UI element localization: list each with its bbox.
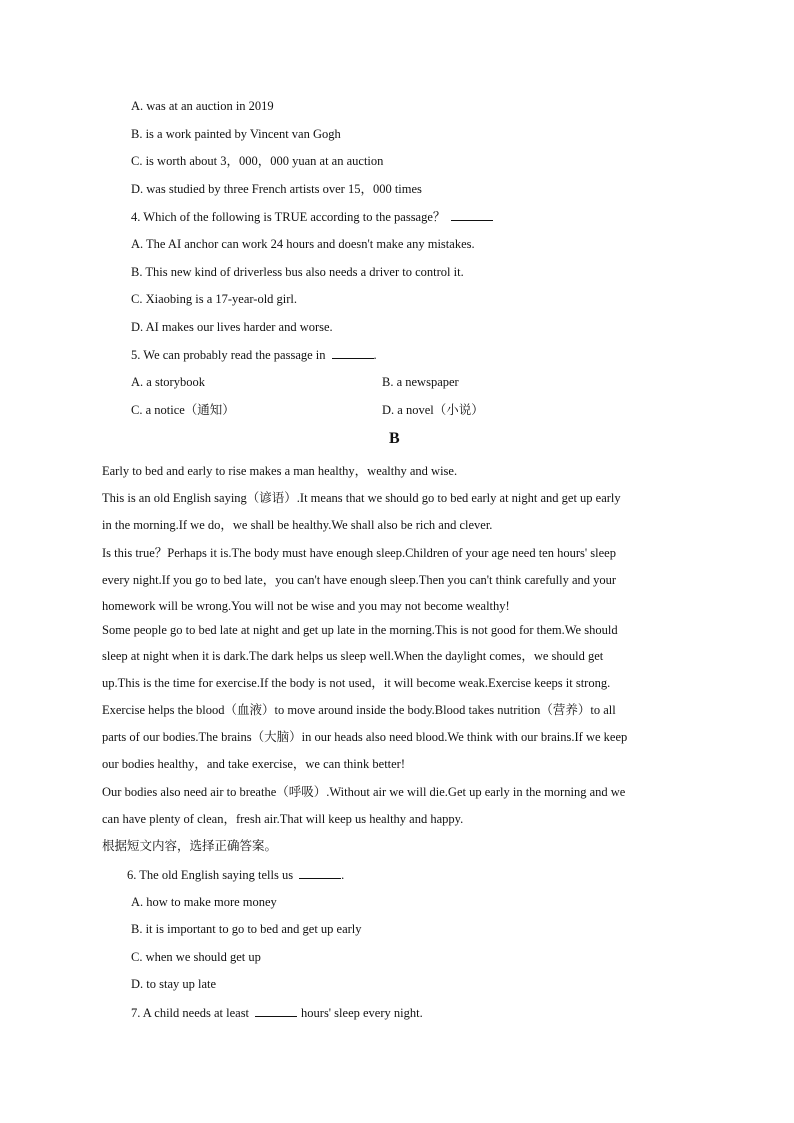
q4-option-b: B. This new kind of driverless bus also needs a driver to control it. (131, 265, 464, 279)
passage-line: our bodies healthy，and take exercise，we can think better! (102, 757, 406, 771)
q4-stem (131, 208, 493, 225)
answer-blank (332, 346, 374, 359)
passage-line: parts of our bodies.The brains（大脑）in our heads also need blood.We think with our brains.If we keep (102, 730, 628, 744)
q5-stem-end: . (373, 348, 377, 362)
answer-blank (255, 1004, 297, 1017)
q3-option-c: C. is worth about 3，000，000 yuan at an auction (131, 154, 384, 168)
q3-option-d: D. was studied by three French artists over 15，000 times (131, 182, 422, 196)
section-heading: B (389, 430, 400, 447)
q6-stem-end: . (341, 868, 345, 882)
passage-line: sleep at night when it is dark.The dark helps us sleep well.When the daylight comes，we should get (102, 649, 604, 663)
passage-line: can have plenty of clean，fresh air.That will keep us healthy and happy. (102, 812, 464, 826)
q7-stem-text: 7. A child needs at least (131, 1006, 250, 1020)
q6-stem (127, 866, 344, 883)
q5-stem (131, 346, 377, 363)
passage-line: up.This is the time for exercise.If the body is not used，it will become weak.Exercise keeps it strong. (102, 676, 611, 690)
q4-option-c: C. Xiaobing is a 17-year-old girl. (131, 292, 298, 306)
q3-option-b: B. is a work painted by Vincent van Gogh (131, 127, 341, 141)
passage-line: This is an old English saying（谚语）.It means that we should go to bed early at night and get up early (102, 491, 621, 505)
q7-stem-end: hours' sleep every night. (301, 1006, 423, 1020)
q3-option-a: A. was at an auction in 2019 (131, 99, 274, 113)
passage-line: Is this true？Perhaps it is.The body must have enough sleep.Children of your age need ten hours' sleep (102, 546, 616, 560)
q5-stem-text: 5. We can probably read the passage in (131, 348, 326, 362)
q4-option-a: A. The AI anchor can work 24 hours and doesn't make any mistakes. (131, 237, 475, 251)
passage-line: in the morning.If we do，we shall be healthy.We shall also be rich and clever. (102, 518, 493, 532)
q6-option-a: A. how to make more money (131, 895, 277, 909)
q7-stem (131, 1004, 423, 1021)
answer-blank (451, 208, 493, 221)
q5-option-a: A. a storybook (131, 375, 205, 389)
q6-option-c: C. when we should get up (131, 950, 261, 964)
q5-option-c: C. a notice（通知） (131, 403, 235, 417)
q5-option-b: B. a newspaper (382, 375, 459, 389)
passage-line: Early to bed and early to rise makes a man healthy，wealthy and wise. (102, 464, 458, 478)
passage-line: Some people go to bed late at night and get up late in the morning.This is not good for them.We should (102, 623, 618, 637)
q5-option-d: D. a novel（小说） (382, 403, 484, 417)
passage-line: every night.If you go to bed late，you can't have enough sleep.Then you can't think carefully and your (102, 573, 617, 587)
instruction: 根据短文内容，选择正确答案。 (102, 839, 278, 853)
passage-line: Exercise helps the blood（血液）to move around inside the body.Blood takes nutrition（营养）to all (102, 703, 616, 717)
answer-blank (299, 866, 341, 879)
q6-stem-text: 6. The old English saying tells us (127, 868, 294, 882)
passage-line: homework will be wrong.You will not be wise and you may not become wealthy! (102, 599, 510, 613)
q4-option-d: D. AI makes our lives harder and worse. (131, 320, 333, 334)
q4-stem-text: 4. Which of the following is TRUE according to the passage？ (131, 210, 446, 224)
passage-line: Our bodies also need air to breathe（呼吸）.Without air we will die.Get up early in the morning and we (102, 785, 626, 799)
q6-option-b: B. it is important to go to bed and get up early (131, 922, 362, 936)
q6-option-d: D. to stay up late (131, 977, 217, 991)
